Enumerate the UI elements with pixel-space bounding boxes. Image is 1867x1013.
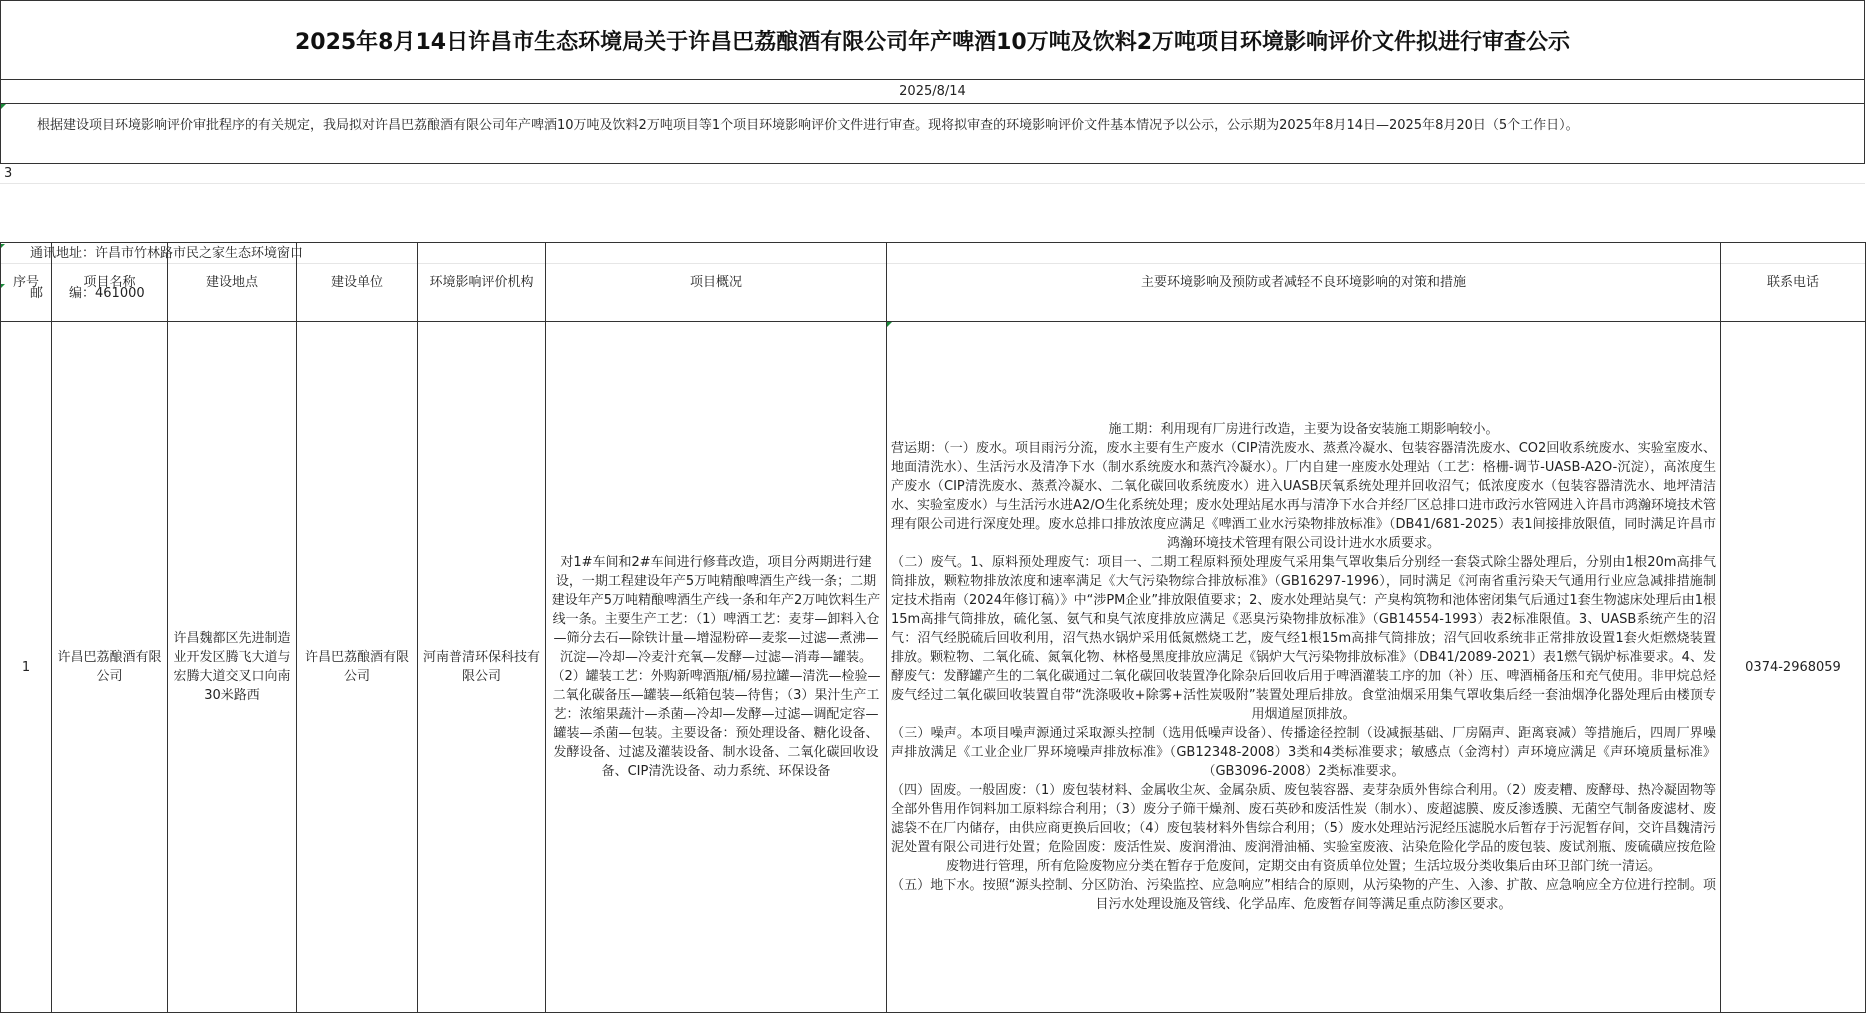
header-location: 建设地点 (168, 243, 297, 322)
cell-overview: 对1#车间和2#车间进行修葺改造，项目分两期进行建设，一期工程建设年产5万吨精酿啤酒生产线一条；二期建设年产5万吨精酿啤酒生产线一条和年产2万吨饮料生产线一条。主要生产工艺：（1）啤酒工艺：麦芽—卸料入仓—筛分去石—除铁计量—增湿粉碎—麦浆—过滤—煮沸—沉淀—冷却—冷麦汁充氧—发酵—过滤—消毒—罐装。（2）罐装工艺：外购新啤酒瓶/桶/易拉罐—清洗—检验—二氧化碳备压—罐装—纸箱包装—待售；（3）果汁生产工艺：浓缩果蔬汁—杀菌—冷却—发酵—过滤—调配定容—罐装—杀菌—包装。主要设备：预处理设备、糖化设备、发酵设备、过滤及灌装设备、制水设备、二氧化碳回收设备、CIP清洗设备、动力系统、环保设备 (546, 322, 887, 1013)
measures-wastewater: 营运期：（一）废水。项目雨污分流，废水主要有生产废水（CIP清洗废水、蒸煮冷凝水、包装容器清洗废水、CO2回收系统废水、实验室废水、地面清洗水）、生活污水及清净下水（制水系统废水和蒸汽冷凝水）。厂内自建一座废水处理站（工艺：格栅-调节-UASB-A2O-沉淀），高浓度生产废水（CIP清洗废水、蒸煮冷凝水、二氧化碳回收系统废水）进入UASB厌氧系统处理并回收沼气；低浓度废水（包装容器清洗水、地坪清洁水、实验室废水）与生活污水进A2/O生化系统处理；废水处理站尾水再与清净下水合并经厂区总排口进市政污水管网进入许昌市鸿瀚环境技术管理有限公司进行深度处理。废水总排口排放浓度应满足《啤酒工业水污染物排放标准》（DB41/681-2025）表1间接排放限值，同时满足许昌市鸿瀚环境技术管理有限公司设计进水水质要求。 (891, 441, 1716, 551)
header-measures: 主要环境影响及预防或者减轻不良环境影响的对策和措施 (887, 243, 1721, 322)
header-phone: 联系电话 (1721, 243, 1866, 322)
contact-postcode: 邮 编：461000 (0, 284, 1865, 304)
table-header-row (1, 243, 1866, 322)
cell-unit: 许昌巴荔酿酒有限公司 (297, 322, 418, 1013)
measures-noise: （三）噪声。本项目噪声源通过采取源头控制（选用低噪声设备）、传播途径控制（设减振基础、厂房隔声、距离衰减）等措施后，四周厂界噪声排放满足《工业企业厂界环境噪声排放标准》（GB12348-2008）3类和4类标准要求；敏感点（金湾村）声环境应满足《声环境质量标准》（GB3096-2008）2类标准要求。 (891, 726, 1716, 779)
count-line: 3 (0, 164, 1865, 184)
measures-construction: 施工期：利用现有厂房进行改造，主要为设备安装施工期影响较小。 (1108, 422, 1499, 437)
measures-groundwater: （五）地下水。按照“源头控制、分区防治、污染监控、应急响应”相结合的原则，从污染物的产生、入渗、扩散、应急响应全方位进行控制。项目污水处理设施及管线、化学品库、危废暂存间等满足重点防渗区要求。 (891, 878, 1716, 912)
cell-name: 许昌巴荔酿酒有限公司 (52, 322, 168, 1013)
page-title: 2025年8月14日许昌市生态环境局关于许昌巴荔酿酒有限公司年产啤酒10万吨及饮料2万吨项目环境影响评价文件拟进行审查公示 (0, 0, 1865, 80)
measures-solid-waste: （四）固废。一般固废：（1）废包装材料、金属收尘灰、金属杂质、废包装容器、麦芽杂质外售综合利用。（2）废麦糟、废酵母、热冷凝固物等全部外售用作饲料加工原料综合利用；（3）废分子筛干燥剂、废石英砂和废活性炭（制水）、废超滤膜、废反渗透膜、无菌空气制备废滤材、废滤袋不在厂内储存，由供应商更换后回收；（4）废包装材料外售综合利用；（5）废水处理站污泥经压滤脱水后暂存于污泥暂存间，交许昌魏清污泥处置有限公司进行处置；危险固废：废活性炭、废润滑油、废润滑油桶、实验室废液、沾染危险化学品的废包装、废试剂瓶、废硫磺应按危险废物进行管理，所有危险废物应分类在暂存于危废间，定期交由有资质单位处置；生活垃圾分类收集后由环卫部门统一清运。 (891, 783, 1716, 874)
cell-agency: 河南普清环保科技有限公司 (418, 322, 546, 1013)
cell-location: 许昌魏都区先进制造业开发区腾飞大道与宏腾大道交叉口向南30米路西 (168, 322, 297, 1013)
cell-phone: 0374-2968059 (1721, 322, 1866, 1013)
intro-paragraph: 根据建设项目环境影响评价审批程序的有关规定，我局拟对许昌巴荔酿酒有限公司年产啤酒10万吨及饮料2万吨项目等1个项目环境影响评价文件进行审查。现将拟审查的环境影响评价文件基本情况予以公示，公示期为2025年8月14日—2025年8月20日（5个工作日）。 (0, 104, 1865, 164)
header-agency: 环境影响评价机构 (418, 243, 546, 322)
cell-measures (887, 322, 1721, 1013)
table-row (1, 322, 1866, 1013)
publish-date: 2025/8/14 (0, 80, 1865, 104)
contact-address: 通讯地址：许昌市竹林路市民之家生态环境窗口 (0, 244, 1865, 264)
measures-exhaust: （二）废气。1、原料预处理废气：项目一、二期工程原料预处理废气采用集气罩收集后分别经一套袋式除尘器处理后，分别由1根20m高排气筒排放，颗粒物排放浓度和速率满足《大气污染物综合排放标准》（GB16297-1996），同时满足《河南省重污染天气通用行业应急减排措施制定技术指南（2024年修订稿）》中“涉PM企业”排放限值要求；2、废水处理站臭气：产臭构筑物和池体密闭集气后通过1套生物滤床处理后由1根15m高排气筒排放，硫化氢、氨气和臭气浓度排放应满足《恶臭污染物排放标准》（GB14554-1993）表2标准限值。3、UASB系统产生的沼气：沼气经脱硫后回收利用，沼气热水锅炉采用低氮燃烧工艺，废气经1根15m高排气筒排放；沼气回收系统非正常排放设置1套火炬燃烧装置排放。颗粒物、二氧化硫、氮氧化物、林格曼黑度排放应满足《锅炉大气污染物排放标准》（DB41/2089-2021）表1燃气锅炉标准要求。4、发酵废气：发酵罐产生的二氧化碳通过二氧化碳回收装置净化除杂后回收后用于啤酒灌装工序的加（补）压、啤酒桶备压和充气使用。非甲烷总烃废气经过二氧化碳回收装置自带“洗涤吸收+除雾+活性炭吸附”装置处理后排放。食堂油烟采用集气罩收集后经一套油烟净化器处理后由楼顶专用烟道屋顶排放。 (891, 555, 1716, 722)
header-name: 项目名称 (52, 243, 168, 322)
header-unit: 建设单位 (297, 243, 418, 322)
cell-no: 1 (1, 322, 52, 1013)
project-table (0, 242, 1866, 1013)
header-no: 序号 (1, 243, 52, 322)
header-overview: 项目概况 (546, 243, 887, 322)
